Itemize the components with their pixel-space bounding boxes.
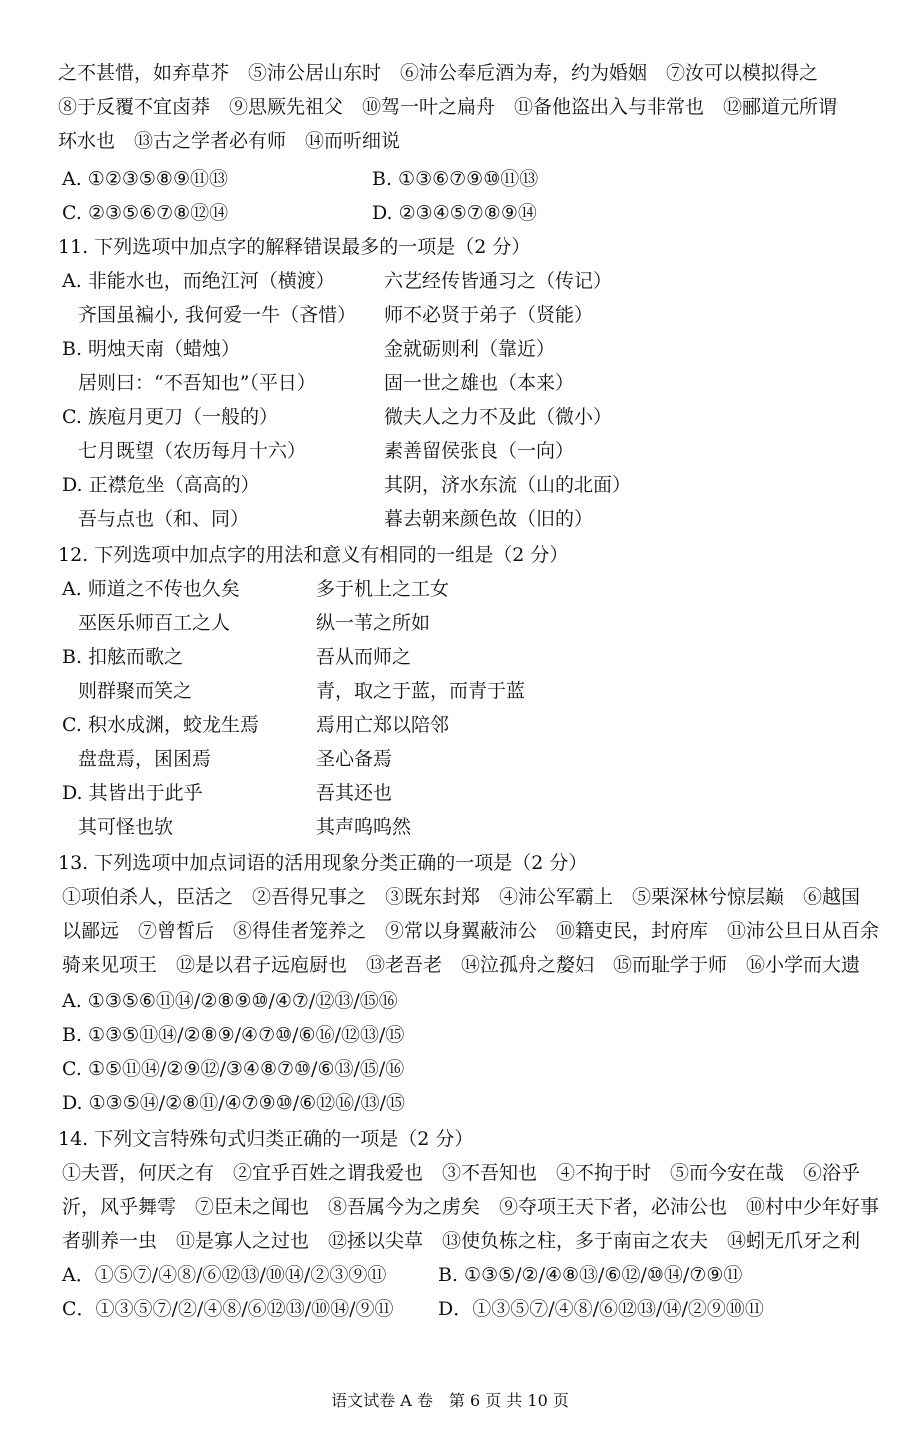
q12-c-4: 圣心备焉 [316,748,393,770]
q11-d-1: D. 正襟危坐（高高的） [62,474,260,496]
q13-text-line-3: 骑来见项王 ⑫是以君子远庖厨也 ⑬老吾老 ⑭泣孤舟之嫠妇 ⑮而耻学于师 ⑯小学而大遗 [62,954,861,976]
q12-d-2: 吾其还也 [316,782,393,804]
q12-a-1: A. 师道之不传也久矣 [62,578,240,600]
q11-c-1: C. 族庖月更刀（一般的） [62,406,278,428]
q11-a-2: 六艺经传皆通习之（传记） [384,270,613,292]
q12-stem: 12. 下列选项中加点字的用法和意义有相同的一组是（2 分） [58,544,569,566]
q10-option-b: B. ①③⑥⑦⑨⑩⑪⑬ [372,168,539,190]
q12-c-3: 盘盘焉，囷囷焉 [78,748,212,770]
page-footer: 语文试卷 A 卷 第 6 页 共 10 页 [331,1391,569,1410]
q14-option-b: B. ①③⑤/②/④⑧⑬/⑥⑫/⑩⑭/⑦⑨⑪ [438,1264,743,1286]
q11-b-2: 金就砺则利（靠近） [384,338,556,360]
q12-a-4: 纵一苇之所如 [316,612,431,634]
q12-b-4: 青，取之于蓝，而青于蓝 [316,680,526,702]
q10-text-line-1: 之不甚惜，如弃草芥 ⑤沛公居山东时 ⑥沛公奉卮酒为寿，约为婚姻 ⑦汝可以模拟得之 [58,62,819,84]
q12-b-3: 则群聚而笑之 [78,680,193,702]
q11-a-3: 齐国虽褊小, 我何爱一牛（吝惜） [78,304,357,326]
q10-text-line-2: ⑧于反覆不宜卤莽 ⑨思厥先祖父 ⑩驾一叶之扁舟 ⑪备他盗出入与非常也 ⑫郦道元所谓 [58,96,838,118]
q11-d-2: 其阴，济水东流（山的北面） [384,474,632,496]
q12-b-1: B. 扣舷而歌之 [62,646,184,668]
q11-b-4: 固一世之雄也（本来） [384,372,575,394]
q12-d-4: 其声呜呜然 [316,816,412,838]
q13-text-line-2: 以鄙远 ⑦曾皙后 ⑧得佳者笼养之 ⑨常以身翼蔽沛公 ⑩籍吏民，封府库 ⑪沛公旦日从百余 [62,920,880,942]
q14-option-a: A．①⑤⑦/④⑧/⑥⑫⑬/⑩⑭/②③⑨⑪ [62,1264,387,1286]
q11-a-4: 师不必贤于弟子（贤能） [384,304,594,326]
q11-c-3: 七月既望（农历每月十六） [78,440,307,462]
q12-c-1: C. 积水成渊，蛟龙生焉 [62,714,259,736]
q13-option-b: B. ①③⑤⑪⑭/②⑧⑨/④⑦⑩/⑥⑯/⑫⑬/⑮ [62,1024,405,1046]
q12-a-2: 多于机上之工女 [316,578,450,600]
q12-d-3: 其可怪也欤 [78,816,174,838]
q10-text-line-3: 环水也 ⑬古之学者必有师 ⑭而听细说 [58,130,401,152]
q11-d-4: 暮去朝来颜色故（旧的） [384,508,594,530]
q11-stem: 11. 下列选项中加点字的解释错误最多的一项是（2 分） [58,236,531,258]
q12-d-1: D. 其皆出于此乎 [62,782,203,804]
q10-option-a: A. ①②③⑤⑧⑨⑪⑬ [62,168,228,190]
q14-text-line-2: 沂，风乎舞雩 ⑦臣未之闻也 ⑧吾属今为之虏矣 ⑨夺项王天下者，必沛公也 ⑩村中少年好事 [62,1196,880,1218]
q14-text-line-3: 者驯养一虫 ⑪是寡人之过也 ⑫拯以尖草 ⑬使负栋之柱，多于南亩之农夫 ⑭蚓无爪牙之利 [62,1230,861,1252]
q13-option-a: A. ①③⑤⑥⑪⑭/②⑧⑨⑩/④⑦/⑫⑬/⑮⑯ [62,990,398,1012]
q11-a-1: A. 非能水也，而绝江河（横渡） [62,270,335,292]
q13-stem: 13. 下列选项中加点词语的活用现象分类正确的一项是（2 分） [58,852,588,874]
q10-option-d: D. ②③④⑤⑦⑧⑨⑭ [372,202,537,224]
q11-b-3: 居则曰：“不吾知也”（平日） [78,372,316,394]
q14-option-c: C．①③⑤⑦/②/④⑧/⑥⑫⑬/⑩⑭/⑨⑪ [62,1298,394,1320]
q11-b-1: B. 明烛天南（蜡烛） [62,338,241,360]
q12-a-3: 巫医乐师百工之人 [78,612,231,634]
q12-b-2: 吾从而师之 [316,646,412,668]
q14-text-line-1: ①夫晋，何厌之有 ②宜乎百姓之谓我爱也 ③不吾知也 ④不拘于时 ⑤而今安在哉 ⑥浴乎 [62,1162,861,1184]
q13-text-line-1: ①项伯杀人，臣活之 ②吾得兄事之 ③既东封郑 ④沛公军霸上 ⑤栗深林兮惊层巅 ⑥越国 [62,886,861,908]
q14-option-d: D．①③⑤⑦/④⑧/⑥⑫⑬/⑭/②⑨⑩⑪ [438,1298,764,1320]
q14-stem: 14. 下列文言特殊句式归类正确的一项是（2 分） [58,1128,474,1150]
q12-c-2: 焉用亡郑以陪邻 [316,714,450,736]
q11-d-3: 吾与点也（和、同） [78,508,250,530]
q10-option-c: C. ②③⑤⑥⑦⑧⑫⑭ [62,202,229,224]
q11-c-4: 素善留侯张良（一向） [384,440,575,462]
q13-option-c: C. ①⑤⑪⑭/②⑨⑫/③④⑧⑦⑩/⑥⑬/⑮/⑯ [62,1058,405,1080]
q11-c-2: 微夫人之力不及此（微小） [384,406,613,428]
q13-option-d: D. ①③⑤⑭/②⑧⑪/④⑦⑨⑩/⑥⑫⑯/⑬/⑮ [62,1092,405,1114]
